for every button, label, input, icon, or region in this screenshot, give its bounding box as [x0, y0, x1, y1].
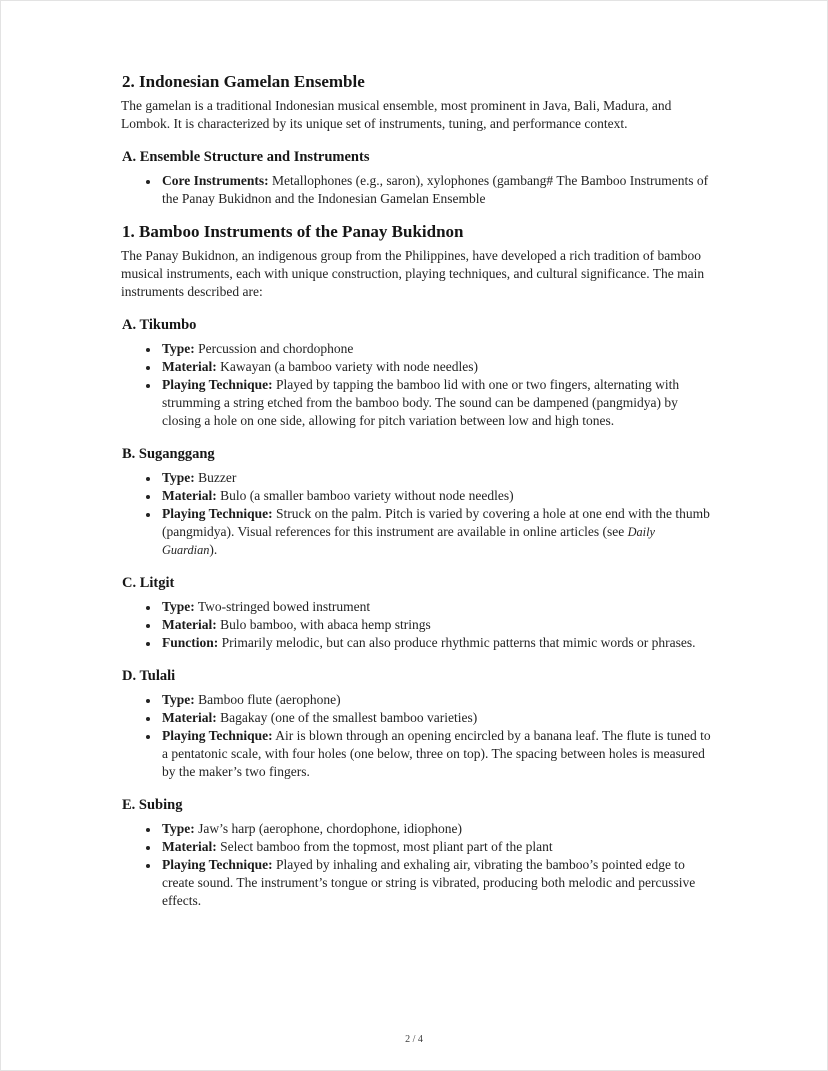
material-item: [160, 358, 711, 376]
type-item: [160, 691, 711, 709]
instrument-section-tulali: [121, 668, 711, 781]
bullet-text: Percussion and chordophone: [194, 341, 354, 356]
bullet-label: Material:: [162, 617, 217, 632]
tulali-list: [121, 691, 711, 781]
playing-technique-item: [160, 376, 711, 430]
bullet-label: Material:: [162, 710, 217, 725]
instrument-section-suganggang: [121, 446, 711, 559]
litgit-list: [121, 598, 711, 652]
bullet-label: Type:: [162, 821, 195, 836]
material-item: [160, 838, 711, 856]
bullet-text: Air is blown through an opening encircled by a banana leaf. The flute is tuned to a pentatonic scale, with four holes (one below, three on top). The spacing between holes is measured by the maker’s two fingers.: [162, 728, 711, 779]
heading-ensemble-structure-and-instruments: A. Ensemble Structure and Instruments: [122, 149, 370, 165]
bullet-text: Primarily melodic, but can also produce rhythmic patterns that mimic words or phrases.: [218, 635, 696, 650]
bullet-text: Struck on the palm. Pitch is varied by covering a hole at one end with the thumb (pangmidya). Visual references for this instrument are available in online articles (see: [162, 506, 710, 539]
playing-technique-item: [160, 856, 711, 910]
bullet-label: Material:: [162, 488, 217, 503]
bullet-text: Kawayan (a bamboo variety with node needles): [216, 359, 478, 374]
document-content: [121, 71, 711, 910]
heading-tulali: D. Tulali: [122, 668, 176, 684]
heading-bamboo-instruments: 1. Bamboo Instruments of the Panay Bukidnon: [122, 222, 464, 241]
bullet-text: Played by inhaling and exhaling air, vibrating the bamboo’s pointed edge to create sound. The instrument’s tongue or string is vibrated, producing both melodic and percussive effects.: [162, 857, 696, 908]
bullet-label: Playing Technique:: [162, 857, 273, 872]
bullet-label: Playing Technique:: [162, 377, 273, 392]
playing-technique-item: [160, 505, 711, 559]
instrument-section-subing: [121, 797, 711, 910]
bullet-label: Type:: [162, 341, 195, 356]
material-item: [160, 709, 711, 727]
bullet-text: Two-stringed bowed instrument: [194, 599, 371, 614]
heading-litgit: C. Litgit: [122, 575, 175, 591]
bullet-text: Bulo bamboo, with abaca hemp strings: [216, 617, 431, 632]
heading-tikumbo: A. Tikumbo: [122, 317, 197, 333]
tikumbo-list: [121, 340, 711, 430]
bullet-label: Core Instruments:: [162, 173, 269, 188]
bullet-text: Buzzer: [194, 470, 237, 485]
paragraph-gamelan-intro: The gamelan is a traditional Indonesian musical ensemble, most prominent in Java, Bali, Madura, and Lombok. It is characterized by its unique set of instruments, tuning, and performance context.: [121, 98, 672, 131]
page-number: 2 / 4: [405, 1034, 423, 1045]
bullet-text: Bagakay (one of the smallest bamboo varieties): [216, 710, 478, 725]
core-instruments-item: [160, 172, 711, 208]
material-item: [160, 616, 711, 634]
type-item: [160, 340, 711, 358]
bullet-text: Jaw’s harp (aerophone, chordophone, idiophone): [194, 821, 463, 836]
bullet-text-after: ).: [209, 542, 218, 557]
function-item: [160, 634, 711, 652]
type-item: [160, 598, 711, 616]
type-item: [160, 820, 711, 838]
subing-list: [121, 820, 711, 910]
instrument-section-litgit: [121, 575, 711, 652]
bullet-label: Material:: [162, 839, 217, 854]
instrument-section-tikumbo: [121, 317, 711, 430]
material-item: [160, 487, 711, 505]
bullet-label: Type:: [162, 599, 195, 614]
heading-subing: E. Subing: [122, 797, 183, 813]
bullet-text: Played by tapping the bamboo lid with one or two fingers, alternating with strumming a string etched from the bamboo body. The sound can be dampened (pangmidya) by closing a hole on one side, allowing for pitch variation between low and high tones.: [162, 377, 680, 428]
ensemble-structure-list: [121, 172, 711, 208]
bullet-text: Select bamboo from the topmost, most pliant part of the plant: [216, 839, 553, 854]
bullet-label: Type:: [162, 470, 195, 485]
bullet-label: Playing Technique:: [162, 728, 273, 743]
bullet-text: Bulo (a smaller bamboo variety without node needles): [216, 488, 514, 503]
heading-indonesian-gamelan-ensemble: 2. Indonesian Gamelan Ensemble: [122, 72, 365, 91]
bullet-text: Bamboo flute (aerophone): [194, 692, 341, 707]
paragraph-bamboo-intro: The Panay Bukidnon, an indigenous group from the Philippines, have developed a rich tradition of bamboo musical instruments, each with unique construction, playing techniques, and cultural significance. The main instruments described are:: [121, 248, 705, 299]
suganggang-list: [121, 469, 711, 559]
playing-technique-item: [160, 727, 711, 781]
bullet-text: Metallophones (e.g., saron), xylophones (gambang# The Bamboo Instruments of the Panay Bukidnon and the Indonesian Gamelan Ensemble: [162, 173, 709, 206]
page-footer: [1, 1034, 827, 1046]
bullet-label: Playing Technique:: [162, 506, 273, 521]
bullet-label: Type:: [162, 692, 195, 707]
bullet-label: Function:: [162, 635, 219, 650]
heading-suganggang: B. Suganggang: [122, 446, 215, 462]
type-item: [160, 469, 711, 487]
citation-daily-guardian: Daily Guardian: [162, 525, 655, 557]
bullet-label: Material:: [162, 359, 217, 374]
